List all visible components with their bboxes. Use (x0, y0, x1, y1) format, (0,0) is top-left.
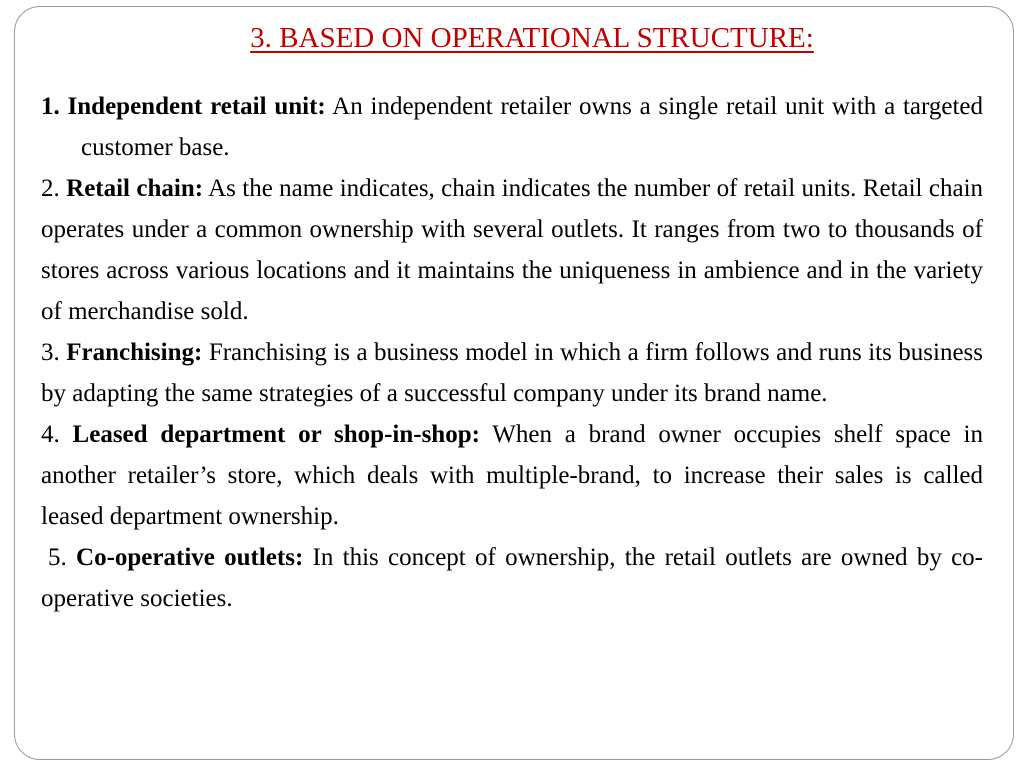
item-text: When a brand owner occupies shelf space in another retailer’s store, which deals with multiple-brand, to increase their sales is called leased department ownership. (41, 421, 983, 530)
item-term: Independent retail unit: (67, 93, 326, 120)
item-number: 5. (48, 544, 67, 571)
item-text: As the name indicates, chain indicates the number of retail units. Retail chain operates under a common ownership with several outlets. It ranges from two to thousands of stores across various locations and it maintains the uniqueness in ambience and in the variety of merchandise sold. (41, 175, 984, 325)
item-number: 2. (41, 175, 60, 202)
item-number: 4. (41, 421, 60, 448)
list-item-retail-chain (41, 168, 983, 332)
list-item-franchising (41, 332, 983, 414)
item-term: Retail chain: (66, 175, 204, 202)
item-text: In this concept of ownership, the retail outlets are owned by co-operative societies. (41, 544, 983, 612)
item-term: Co-operative outlets: (76, 544, 304, 571)
item-term: Leased department or shop-in-shop: (72, 421, 480, 448)
item-number: 1. (41, 93, 60, 120)
list-item-independent-retail-unit (41, 86, 983, 168)
list-item-co-operative-outlets (41, 537, 983, 619)
item-term: Franchising: (66, 339, 203, 366)
item-number: 3. (41, 339, 60, 366)
item-text: An independent retailer owns a single retail unit with a targeted customer base. (81, 93, 984, 161)
slide-body (41, 86, 983, 619)
slide-title: 3. BASED ON OPERATIONAL STRUCTURE: (250, 22, 814, 54)
list-item-leased-department (41, 414, 983, 537)
item-text: Franchising is a business model in which a firm follows and runs its business by adapting the same strategies of a successful company under its brand name. (41, 339, 984, 407)
